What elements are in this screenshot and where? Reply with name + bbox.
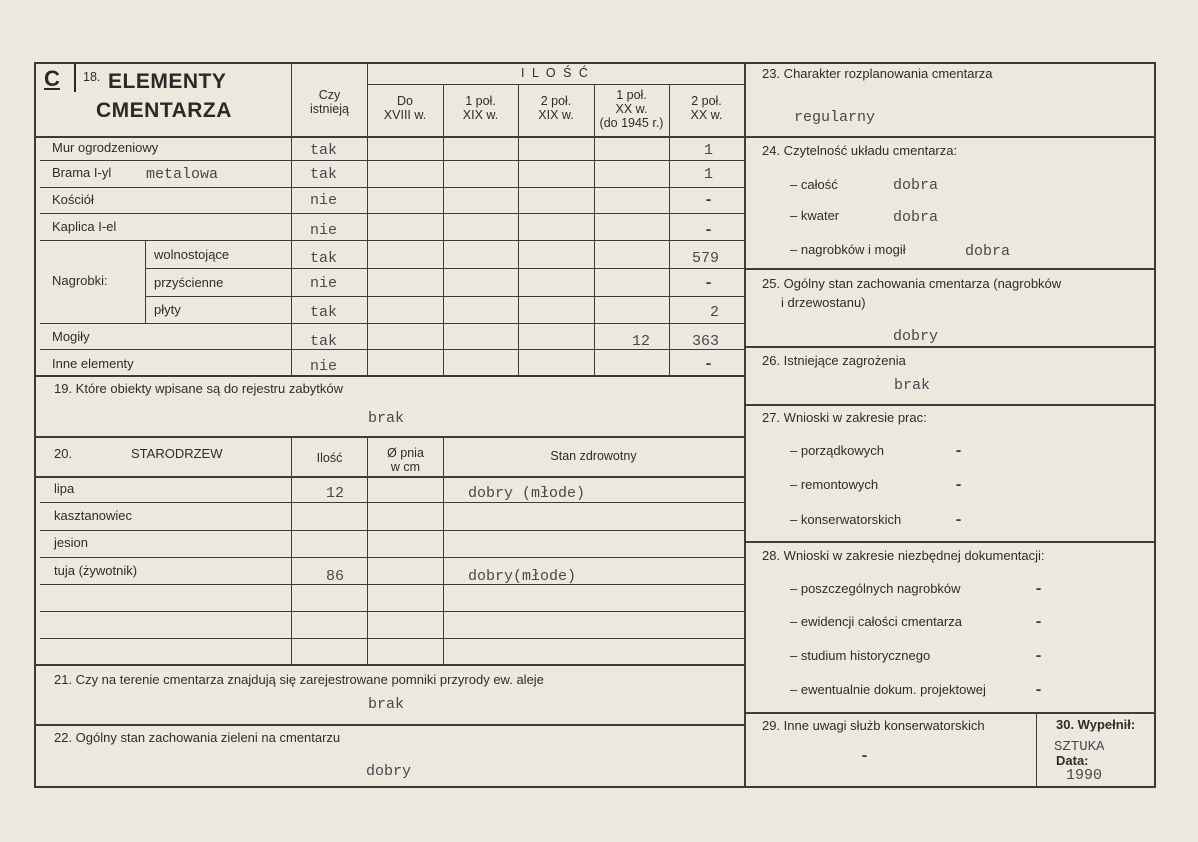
s27-item-value: -: [954, 443, 964, 460]
row-line: [145, 268, 744, 269]
s28-item-label: – ewidencji całości cmentarza: [790, 614, 962, 629]
row-line: [40, 160, 744, 161]
row-line: [40, 584, 744, 585]
row-czy: nie: [310, 192, 338, 209]
col-line: [518, 84, 519, 375]
col-czy-header: Czy istnieją: [310, 88, 349, 116]
s28-item-value: -: [1034, 614, 1044, 631]
row-c20b: 2: [710, 304, 720, 321]
tree-ilosc: 86: [326, 568, 345, 585]
row-c20b: -: [704, 356, 714, 373]
section-line: [744, 541, 1156, 543]
section-line: [744, 346, 1156, 348]
section-25-label-2: i drzewostanu): [781, 295, 866, 310]
ilosc-line: [367, 84, 744, 85]
s20-pnia-header: Ø pnia w cm: [387, 446, 424, 474]
col-c20b-header: 2 poł. XX w.: [690, 94, 723, 122]
row-label: Mogiły: [52, 329, 90, 344]
section-line: [34, 375, 744, 377]
section-30-label: 30. Wypełnił:: [1056, 717, 1136, 732]
row-c20b: -: [704, 275, 714, 292]
section-21-label: 21. Czy na terenie cmentarza znajdują się zarejestrowane pomniki przyrody ew. aleje: [54, 672, 544, 687]
col-c19a-header: 1 poł. XIX w.: [462, 94, 499, 122]
row-c20a: 12: [632, 333, 651, 350]
section-21-value: brak: [368, 696, 405, 713]
middle-divider: [744, 62, 746, 788]
tree-stan: dobry (młode): [468, 485, 586, 502]
s24-item-label: – nagrobków i mogił: [790, 242, 906, 257]
section-line: [744, 268, 1156, 270]
s20-stan-header: Stan zdrowotny: [550, 449, 637, 463]
s27-item-value: -: [954, 477, 964, 494]
section-20-title: STARODRZEW: [131, 446, 223, 461]
row-label: Kaplica I-el: [52, 219, 117, 234]
row-c20b: 1: [704, 166, 714, 183]
tree-ilosc: 12: [326, 485, 345, 502]
row-line: [40, 502, 744, 503]
s24-item-label: – całość: [790, 177, 838, 192]
row-czy: tak: [310, 250, 338, 267]
row-c20b: 579: [692, 250, 720, 267]
col-do18-header: Do XVIII w.: [383, 94, 427, 122]
row-czy: tak: [310, 304, 338, 321]
s24-item-label: – kwater: [790, 208, 840, 223]
tree-name: kasztanowiec: [54, 508, 133, 523]
row-czy: tak: [310, 166, 338, 183]
row-czy: nie: [310, 222, 338, 239]
letter-divider: [74, 64, 76, 92]
section-25-label-1: 25. Ogólny stan zachowania cmentarza (nagrobków: [762, 276, 1062, 291]
section-25-value: dobry: [893, 328, 939, 345]
section-18-title-1: ELEMENTY: [108, 70, 227, 93]
section-18-title-2: CMENTARZA: [96, 99, 232, 122]
row-c20b: -: [704, 222, 714, 239]
row-label: Mur ogrodzeniowy: [52, 140, 159, 155]
row-c20b: 1: [704, 142, 714, 159]
section-28-label: 28. Wnioski w zakresie niezbędnej dokumentacji:: [762, 548, 1045, 563]
row-line: [40, 187, 744, 188]
s24-item-value: dobra: [893, 177, 939, 194]
tree-name: tuja (żywotnik): [54, 563, 138, 578]
s28-item-label: – studium historycznego: [790, 648, 931, 663]
section-19-label: 19. Które obiekty wpisane są do rejestru zabytków: [54, 381, 344, 396]
col-ilosc-header: I L O Ś Ć: [521, 66, 590, 80]
section-18-number: 18.: [83, 70, 101, 84]
row-label: płyty: [154, 302, 181, 317]
nagrobki-label: Nagrobki:: [52, 273, 108, 288]
section-22-label: 22. Ogólny stan zachowania zieleni na cmentarzu: [54, 730, 341, 745]
col-line: [443, 84, 444, 375]
col-line: [1036, 712, 1037, 788]
s28-item-value: -: [1034, 648, 1044, 665]
section-22-value: dobry: [366, 763, 412, 780]
section-24-label: 24. Czytelność układu cmentarza:: [762, 143, 958, 158]
col-line: [669, 84, 670, 375]
section-29-label: 29. Inne uwagi służb konserwatorskich: [762, 718, 985, 733]
row-label: wolnostojące: [154, 247, 230, 262]
s24-item-value: dobra: [893, 209, 939, 226]
col-c20a-header: 1 poł. XX w. (do 1945 r.): [599, 88, 664, 130]
section-line: [744, 136, 1156, 138]
row-czy: nie: [310, 358, 338, 375]
section-line: [34, 476, 744, 478]
section-line: [744, 404, 1156, 406]
s20-ilosc-header: Ilość: [316, 451, 343, 465]
s28-item-label: – ewentualnie dokum. projektowej: [790, 682, 986, 697]
s28-item-value: -: [1034, 581, 1044, 598]
tree-stan: dobry(młode): [468, 568, 577, 585]
s28-item-value: -: [1034, 682, 1044, 699]
row-line: [40, 530, 744, 531]
card-letter: C: [44, 66, 60, 91]
section-line: [744, 712, 1156, 714]
row-czy: nie: [310, 275, 338, 292]
s28-item-label: – poszczególnych nagrobków: [790, 581, 961, 596]
section-line: [34, 664, 744, 666]
row-line: [40, 638, 744, 639]
col-c19b-header: 2 poł. XIX w.: [538, 94, 574, 122]
section-26-value: brak: [894, 377, 931, 394]
col-line: [443, 436, 444, 664]
row-line: [40, 611, 744, 612]
row-czy: tak: [310, 333, 338, 350]
section-23-value: regularny: [794, 109, 876, 126]
row-label: Brama I-yl: [52, 165, 112, 180]
s27-item-label: – konserwatorskich: [790, 512, 902, 527]
row-czy: tak: [310, 142, 338, 159]
date-label: Data:: [1056, 753, 1089, 768]
col-line: [291, 436, 292, 664]
row-c20b: -: [704, 192, 714, 209]
s27-item-label: – remontowych: [790, 477, 879, 492]
tree-name: jesion: [54, 535, 88, 550]
section-29-value: -: [860, 748, 870, 765]
section-line: [34, 724, 744, 726]
tree-name: lipa: [54, 481, 75, 496]
row-line: [40, 557, 744, 558]
section-27-label: 27. Wnioski w zakresie prac:: [762, 410, 927, 425]
row-label: Inne elementy: [52, 356, 134, 371]
row-label: przyścienne: [154, 275, 224, 290]
col-line: [145, 240, 146, 323]
section-line: [34, 436, 744, 438]
row-line: [145, 296, 744, 297]
s27-item-value: -: [954, 512, 964, 529]
section-26-label: 26. Istniejące zagrożenia: [762, 353, 906, 368]
s27-item-label: – porządkowych: [790, 443, 884, 458]
section-23-label: 23. Charakter rozplanowania cmentarza: [762, 66, 993, 81]
row-line: [40, 323, 744, 324]
row-label: Kościół: [52, 192, 94, 207]
filled-by-name: SZTUKA: [1054, 739, 1105, 755]
s24-item-value: dobra: [965, 243, 1011, 260]
row-c20b: 363: [692, 333, 720, 350]
section-19-value: brak: [368, 410, 405, 427]
row-extra: metalowa: [146, 166, 219, 183]
header-bottom-line: [34, 136, 744, 138]
section-20-number: 20.: [54, 446, 73, 461]
date-value: 1990: [1066, 767, 1103, 784]
row-line: [40, 213, 744, 214]
